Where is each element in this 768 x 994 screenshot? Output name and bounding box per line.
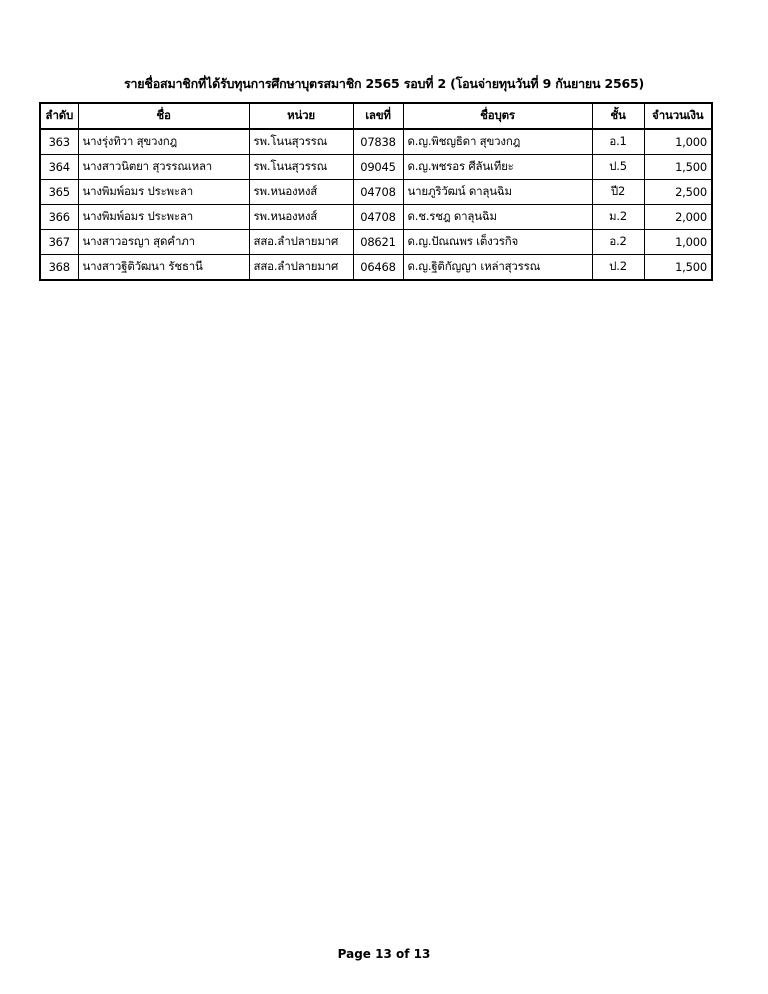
cell-child: ด.ญ.พชรอร ศีลันเทียะ <box>403 155 592 180</box>
header-unit: หน่วย <box>249 103 353 129</box>
cell-num: 363 <box>40 129 78 155</box>
table-row <box>40 180 712 205</box>
cell-grade: อ.1 <box>592 129 644 155</box>
cell-id: 07838 <box>353 129 403 155</box>
cell-unit: สสอ.ลำปลายมาศ <box>249 230 353 255</box>
cell-unit: รพ.โนนสุวรรณ <box>249 129 353 155</box>
cell-num: 367 <box>40 230 78 255</box>
cell-id: 04708 <box>353 205 403 230</box>
cell-num: 368 <box>40 255 78 281</box>
cell-grade: ป.2 <box>592 255 644 281</box>
cell-num: 365 <box>40 180 78 205</box>
cell-name: นางสาวอรญา สุดคำภา <box>78 230 249 255</box>
header-name: ชื่อ <box>78 103 249 129</box>
cell-child: ด.ญ.ปัณณพร เต็งวรกิจ <box>403 230 592 255</box>
header-id: เลขที่ <box>353 103 403 129</box>
header-grade: ชั้น <box>592 103 644 129</box>
cell-child: ด.ญ.ฐิติกัญญา เหล่าสุวรรณ <box>403 255 592 281</box>
cell-id: 06468 <box>353 255 403 281</box>
cell-amount: 1,000 <box>644 230 712 255</box>
cell-id: 04708 <box>353 180 403 205</box>
cell-grade: อ.2 <box>592 230 644 255</box>
cell-name: นางสาวฐิติวัฒนา รัชธานี <box>78 255 249 281</box>
cell-grade: ม.2 <box>592 205 644 230</box>
cell-child: นายภูริวัฒน์ ดาลุนฉิม <box>403 180 592 205</box>
cell-id: 08621 <box>353 230 403 255</box>
cell-child: ด.ญ.พิชญธิดา สุขวงกฎ <box>403 129 592 155</box>
page-number: Page 13 of 13 <box>337 947 431 961</box>
table-row <box>40 230 712 255</box>
cell-grade: ป.5 <box>592 155 644 180</box>
members-table <box>39 102 713 281</box>
cell-amount: 1,500 <box>644 255 712 281</box>
table-row <box>40 205 712 230</box>
cell-name: นางรุ่งทิวา สุขวงกฎ <box>78 129 249 155</box>
cell-amount: 2,000 <box>644 205 712 230</box>
header-num: ลำดับ <box>40 103 78 129</box>
cell-amount: 1,000 <box>644 129 712 155</box>
document-title: รายชื่อสมาชิกที่ได้รับทุนการศึกษาบุตรสมาชิก 2565 รอบที่ 2 (โอนจ่ายทุนวันที่ 9 กันยายน 2565) <box>123 76 645 91</box>
cell-unit: รพ.หนองหงส์ <box>249 180 353 205</box>
cell-unit: สสอ.ลำปลายมาศ <box>249 255 353 281</box>
table-row <box>40 155 712 180</box>
table-row <box>40 129 712 155</box>
cell-id: 09045 <box>353 155 403 180</box>
cell-unit: รพ.หนองหงส์ <box>249 205 353 230</box>
cell-num: 366 <box>40 205 78 230</box>
cell-name: นางสาวนิตยา สุวรรณเหลา <box>78 155 249 180</box>
cell-name: นางพิมพ์อมร ประพะลา <box>78 205 249 230</box>
cell-amount: 2,500 <box>644 180 712 205</box>
cell-amount: 1,500 <box>644 155 712 180</box>
cell-num: 364 <box>40 155 78 180</box>
cell-name: นางพิมพ์อมร ประพะลา <box>78 180 249 205</box>
table-row <box>40 255 712 281</box>
cell-unit: รพ.โนนสุวรรณ <box>249 155 353 180</box>
cell-grade: ปี2 <box>592 180 644 205</box>
header-amount: จำนวนเงิน <box>644 103 712 129</box>
header-row <box>40 103 712 129</box>
header-child: ชื่อบุตร <box>403 103 592 129</box>
cell-child: ด.ช.รชฎ ดาลุนฉิม <box>403 205 592 230</box>
